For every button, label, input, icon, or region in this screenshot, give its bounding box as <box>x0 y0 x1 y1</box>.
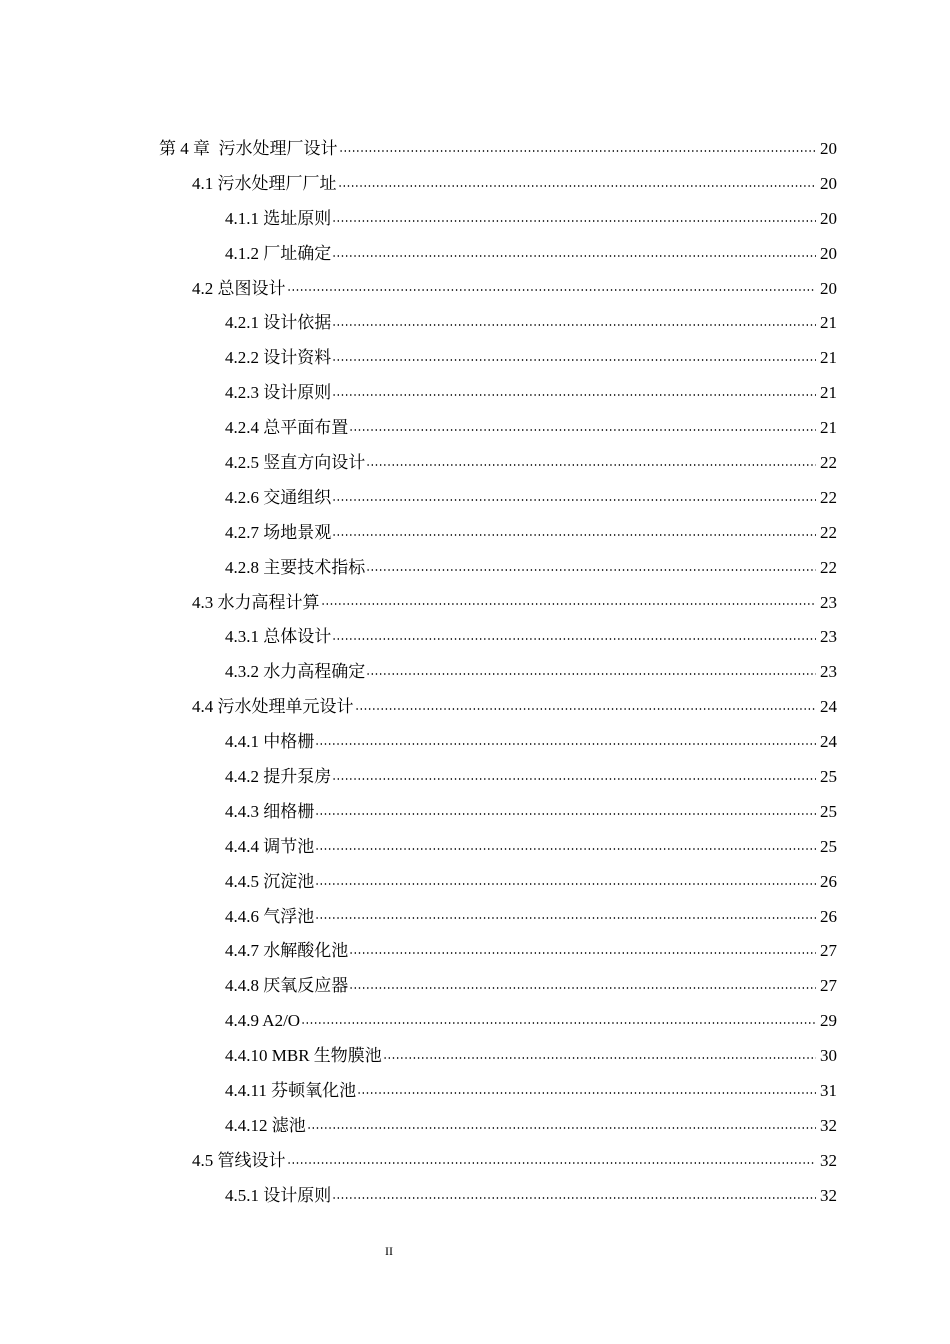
toc-entry-title: 4.4.12 滤池 <box>225 1115 306 1135</box>
toc-entry[interactable] <box>0 933 950 968</box>
toc-entry[interactable] <box>0 1108 950 1143</box>
toc-entry-title: 4.2.6 交通组织 <box>225 487 332 507</box>
toc-entry[interactable] <box>0 654 950 689</box>
toc-entry-page: 20 <box>820 243 837 263</box>
toc-entry-title: 4.5 管线设计 <box>192 1150 286 1170</box>
toc-entry-page: 24 <box>820 732 837 752</box>
toc-entry[interactable] <box>0 968 950 1003</box>
dot-leader <box>332 322 816 328</box>
toc-entry-title: 4.4.5 沉淀池 <box>225 871 315 891</box>
toc-entry[interactable] <box>0 585 950 620</box>
dot-leader <box>355 706 817 712</box>
toc-entry[interactable] <box>0 340 950 375</box>
toc-entry-page: 26 <box>820 871 837 891</box>
toc-entry-title: 4.2.1 设计依据 <box>225 313 332 333</box>
toc-entry[interactable] <box>0 1143 950 1178</box>
toc-entry-page: 24 <box>820 697 837 717</box>
dot-leader <box>332 1195 816 1201</box>
toc-entry[interactable] <box>0 1038 950 1073</box>
toc-entry[interactable] <box>0 619 950 654</box>
toc-entry-page: 25 <box>820 836 837 856</box>
toc-entry-title: 4.2.3 设计原则 <box>225 383 332 403</box>
toc-entry-title: 4.2.8 主要技术指标 <box>225 557 366 577</box>
toc-entry-title: 4.4.2 提升泵房 <box>225 766 332 786</box>
dot-leader <box>332 392 816 398</box>
toc-entry-page: 32 <box>820 1115 837 1135</box>
toc-entry[interactable] <box>0 236 950 271</box>
toc-entry[interactable] <box>0 375 950 410</box>
toc-entry[interactable] <box>0 794 950 829</box>
dot-leader <box>357 1090 816 1096</box>
dot-leader <box>332 218 816 224</box>
toc-entry-title: 4.1.2 厂址确定 <box>225 243 332 263</box>
dot-leader <box>287 1160 817 1166</box>
toc-entry[interactable] <box>0 480 950 515</box>
toc-entry[interactable] <box>0 864 950 899</box>
toc-entry[interactable] <box>0 201 950 236</box>
toc-entry-page: 21 <box>820 418 837 438</box>
toc-entry-page: 25 <box>820 766 837 786</box>
toc-entry-page: 21 <box>820 348 837 368</box>
toc-entry-page: 20 <box>820 278 837 298</box>
dot-leader <box>332 357 816 363</box>
toc-entry[interactable] <box>0 829 950 864</box>
toc-entry-title: 4.5.1 设计原则 <box>225 1185 332 1205</box>
toc-entry-title: 4.2 总图设计 <box>192 278 286 298</box>
dot-leader <box>366 462 816 468</box>
toc-entry-title: 4.3 水力高程计算 <box>192 592 320 612</box>
toc-entry-page: 27 <box>820 976 837 996</box>
toc-entry-title: 4.4.4 调节池 <box>225 836 315 856</box>
toc-entry[interactable] <box>0 131 950 166</box>
toc-entry-page: 20 <box>820 173 837 193</box>
toc-entry-page: 23 <box>820 592 837 612</box>
toc-entry-title: 4.3.1 总体设计 <box>225 627 332 647</box>
dot-leader <box>287 287 817 293</box>
toc-entry-page: 20 <box>820 138 837 158</box>
dot-leader <box>349 427 816 433</box>
toc-entry-page: 23 <box>820 627 837 647</box>
toc-entry-page: 21 <box>820 383 837 403</box>
dot-leader <box>321 601 817 607</box>
toc-entry-title: 4.2.5 竖直方向设计 <box>225 452 366 472</box>
toc-entry-page: 29 <box>820 1011 837 1031</box>
dot-leader <box>332 532 816 538</box>
toc-entry-title: 4.3.2 水力高程确定 <box>225 662 366 682</box>
toc-entry-page: 32 <box>820 1185 837 1205</box>
toc-entry[interactable] <box>0 759 950 794</box>
toc-entry-page: 25 <box>820 801 837 821</box>
dot-leader <box>301 1020 816 1026</box>
toc-entry[interactable] <box>0 724 950 759</box>
toc-entry-title: 第 4 章 污水处理厂设计 <box>159 138 338 158</box>
toc-entry-title: 4.4.7 水解酸化池 <box>225 941 349 961</box>
dot-leader <box>383 1055 816 1061</box>
dot-leader <box>315 811 816 817</box>
toc-entry-title: 4.4 污水处理单元设计 <box>192 697 354 717</box>
dot-leader <box>332 253 816 259</box>
dot-leader <box>366 671 816 677</box>
dot-leader <box>339 148 817 154</box>
toc-entry-title: 4.1.1 选址原则 <box>225 208 332 228</box>
toc-entry-page: 26 <box>820 906 837 926</box>
toc-entry-title: 4.2.2 设计资料 <box>225 348 332 368</box>
toc-entry[interactable] <box>0 271 950 306</box>
toc-entry-page: 27 <box>820 941 837 961</box>
dot-leader <box>315 881 816 887</box>
toc-entry-title: 4.1 污水处理厂厂址 <box>192 173 337 193</box>
toc-entry[interactable] <box>0 1073 950 1108</box>
toc-entry-page: 21 <box>820 313 837 333</box>
toc-entry-title: 4.4.10 MBR 生物膜池 <box>225 1046 382 1066</box>
dot-leader <box>349 985 816 991</box>
dot-leader <box>315 741 816 747</box>
toc-entry-page: 31 <box>820 1080 837 1100</box>
toc-entry-page: 22 <box>820 452 837 472</box>
toc-entry-title: 4.4.11 芬顿氧化池 <box>225 1080 357 1100</box>
toc-entry[interactable] <box>0 899 950 934</box>
dot-leader <box>332 497 816 503</box>
toc-entry-title: 4.4.6 气浮池 <box>225 906 315 926</box>
page-number: II <box>385 1244 393 1258</box>
toc-entry-page: 23 <box>820 662 837 682</box>
dot-leader <box>315 915 816 921</box>
toc-entry-title: 4.2.4 总平面布置 <box>225 418 349 438</box>
toc-entry[interactable] <box>0 166 950 201</box>
dot-leader <box>307 1125 816 1131</box>
toc-entry[interactable] <box>0 550 950 585</box>
toc-entry[interactable] <box>0 305 950 340</box>
toc-entry-page: 22 <box>820 487 837 507</box>
toc-entry-page: 32 <box>820 1150 837 1170</box>
toc-entry[interactable] <box>0 689 950 724</box>
toc-entry-title: 4.4.1 中格栅 <box>225 732 315 752</box>
dot-leader <box>332 776 816 782</box>
dot-leader <box>338 183 817 189</box>
toc-entry-title: 4.2.7 场地景观 <box>225 522 332 542</box>
dot-leader <box>349 950 816 956</box>
toc-entry-title: 4.4.8 厌氧反应器 <box>225 976 349 996</box>
toc-entry-title: 4.4.3 细格栅 <box>225 801 315 821</box>
table-of-contents <box>0 131 950 1213</box>
toc-entry[interactable] <box>0 1003 950 1038</box>
toc-entry[interactable] <box>0 410 950 445</box>
dot-leader <box>315 846 816 852</box>
toc-entry-page: 20 <box>820 208 837 228</box>
dot-leader <box>332 636 816 642</box>
toc-entry-page: 30 <box>820 1046 837 1066</box>
toc-entry[interactable] <box>0 515 950 550</box>
dot-leader <box>366 567 816 573</box>
toc-entry-title: 4.4.9 A2/O <box>225 1011 301 1031</box>
toc-entry-page: 22 <box>820 522 837 542</box>
toc-entry-page: 22 <box>820 557 837 577</box>
toc-entry[interactable] <box>0 445 950 480</box>
toc-entry[interactable] <box>0 1178 950 1213</box>
